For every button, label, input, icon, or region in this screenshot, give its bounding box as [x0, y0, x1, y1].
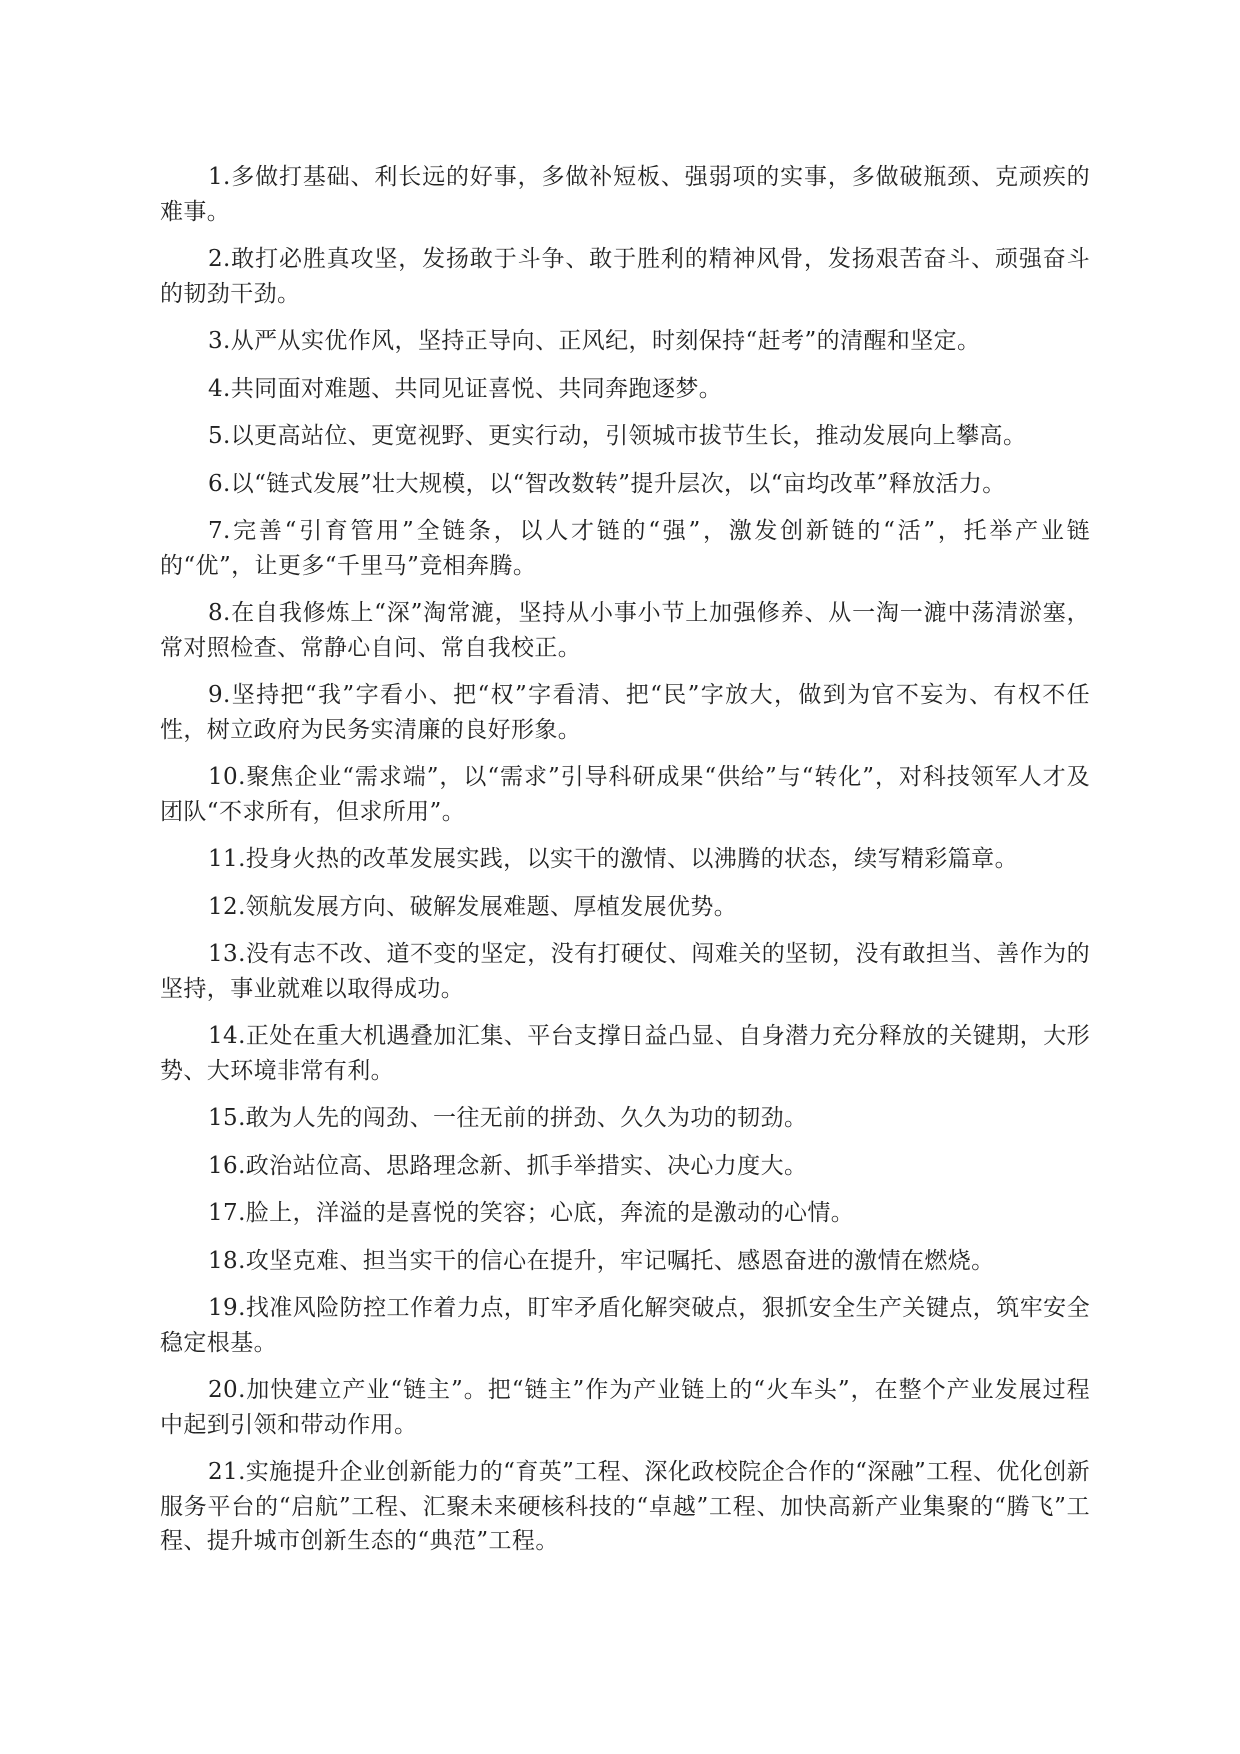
- paragraph-3: 3.从严从实优作风，坚持正导向、正风纪，时刻保持“赶考”的清醒和坚定。: [208, 328, 981, 354]
- paragraph-15: 15.敢为人先的闯劲、一往无前的拼劲、久久为功的韧劲。: [208, 1105, 808, 1131]
- paragraph-16: 16.政治站位高、思路理念新、抓手举措实、决心力度大。: [208, 1152, 808, 1179]
- paragraph-2: 2.敢打必胜真攻坚，发扬敢于斗争、敢于胜利的精神风骨，发扬艰苦奋斗、顽强奋斗的韧劲干劲。: [160, 246, 1090, 307]
- paragraph-5: 5.以更高站位、更宽视野、更实行动，引领城市拔节生长，推动发展向上攀高。: [208, 423, 1027, 449]
- paragraph-12: 12.领航发展方向、破解发展难题、厚植发展优势。: [208, 893, 738, 920]
- paragraph-19: 19.找准风险防控工作着力点，盯牢矛盾化解突破点，狠抓安全生产关键点，筑牢安全稳定根基。: [160, 1295, 1090, 1356]
- paragraph-13: 13.没有志不改、道不变的坚定，没有打硬仗、闯难关的坚韧，没有敢担当、善作为的坚持，事业就难以取得成功。: [160, 941, 1090, 1002]
- paragraph-7: 7.完善“引育管用”全链条，以人才链的“强”，激发创新链的“活”，托举产业链的“优”，让更多“千里马”竞相奔腾。: [160, 518, 1090, 579]
- paragraph-21: 21.实施提升企业创新能力的“育英”工程、深化政校院企合作的“深融”工程、优化创新服务平台的“启航”工程、汇聚未来硬核科技的“卓越”工程、加快高新产业集聚的“腾飞”工程、提升城市创新生态的“典范”工程。: [160, 1459, 1091, 1554]
- paragraph-20: 20.加快建立产业“链主”。把“链主”作为产业链上的“火车头”，在整个产业发展过程中起到引领和带动作用。: [160, 1377, 1090, 1438]
- paragraph-10: 10.聚焦企业“需求端”，以“需求”引导科研成果“供给”与“转化”，对科技领军人才及团队“不求所有，但求所用”。: [160, 764, 1090, 825]
- paragraph-1: 1.多做打基础、利长远的好事，多做补短板、强弱项的实事，多做破瓶颈、克顽疾的难事。: [160, 164, 1090, 225]
- paragraph-4: 4.共同面对难题、共同见证喜悦、共同奔跑逐梦。: [208, 375, 723, 402]
- paragraph-6: 6.以“链式发展”壮大规模，以“智改数转”提升层次，以“亩均改革”释放活力。: [208, 470, 1006, 497]
- paragraph-8: 8.在自我修炼上“深”淘常漉，坚持从小事小节上加强修养、从一淘一漉中荡清淤塞，常对照检查、常静心自问、常自我校正。: [160, 600, 1090, 661]
- paragraph-14: 14.正处在重大机遇叠加汇集、平台支撑日益凸显、自身潜力充分释放的关键期，大形势、大环境非常有利。: [160, 1023, 1090, 1084]
- paragraph-9: 9.坚持把“我”字看小、把“权”字看清、把“民”字放大，做到为官不妄为、有权不任性，树立政府为民务实清廉的良好形象。: [160, 682, 1090, 743]
- paragraph-18: 18.攻坚克难、担当实干的信心在提升，牢记嘱托、感恩奋进的激情在燃烧。: [208, 1247, 995, 1274]
- paragraph-11: 11.投身火热的改革发展实践，以实干的激情、以沸腾的状态，续写精彩篇章。: [208, 846, 1018, 872]
- paragraph-17: 17.脸上，洋溢的是喜悦的笑容；心底，奔流的是激动的心情。: [208, 1200, 855, 1226]
- document-page: [160, 160, 1090, 1572]
